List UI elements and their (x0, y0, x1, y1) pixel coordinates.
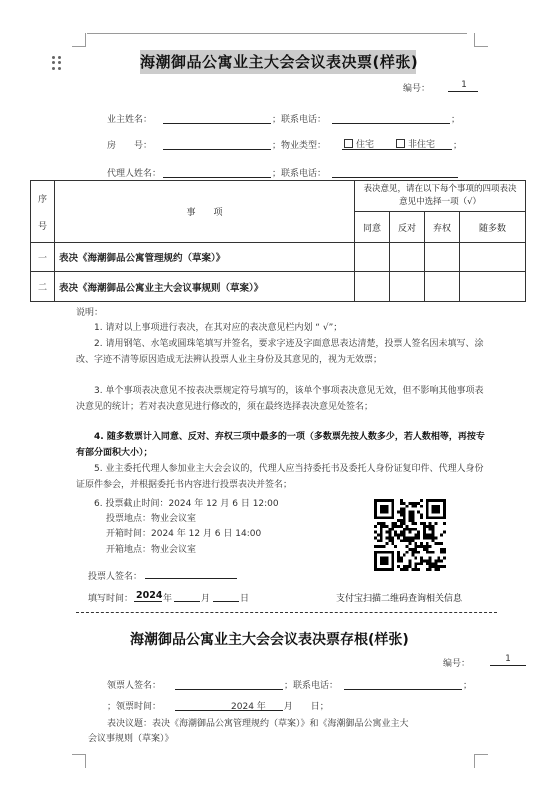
receiver-sign-field[interactable] (175, 689, 283, 690)
vote-cell-agree[interactable] (355, 243, 390, 272)
non-residential-checkbox[interactable] (396, 139, 405, 148)
cut-line (76, 612, 497, 613)
serial-label: 编号： (403, 84, 431, 94)
owner-row-end: ； (451, 115, 461, 125)
serial-value: 1 (461, 80, 467, 90)
room-field[interactable] (163, 149, 271, 150)
year-unit: 年 (163, 594, 173, 604)
drag-handle-icon[interactable] (52, 56, 62, 70)
stub-serial-underline (490, 665, 526, 666)
serial-underline (448, 91, 478, 92)
qr-code-icon[interactable] (374, 499, 446, 571)
row-item: 表决《海潮御品公寓业主大会议事规则（草案）》 (55, 272, 355, 302)
receive-time-field[interactable] (175, 710, 283, 711)
ballot-title: 海潮御品公寓业主大会会议表决票(样张) (140, 50, 416, 74)
crop-mark-top-left (72, 33, 86, 47)
fill-time-label: 填写时间： (88, 594, 134, 604)
agent-name-field[interactable] (163, 177, 271, 178)
stub-phone-field[interactable] (344, 689, 462, 690)
owner-phone-label: ；联系电话： (272, 115, 327, 125)
note-4: 4. 随多数票计入同意、反对、弃权三项中最多的一项（多数票先按人数多少，若人数相等，再按专有部分面积大小）； (76, 432, 485, 458)
option-majority: 随多数 (460, 212, 526, 243)
stub-serial-label: 编号： (443, 659, 471, 669)
row-seq: 一 (31, 243, 55, 272)
fill-day-field[interactable] (213, 601, 239, 602)
owner-phone-field[interactable] (332, 123, 450, 124)
notes-heading: 说明： (76, 308, 104, 318)
owner-name-label: 业主姓名： (107, 115, 153, 125)
crop-mark-bottom-right (474, 754, 488, 768)
note-5: 5. 业主委托代理人参加业主大会会议的，代理人应当持委托书及委托人身份证复印件、代理人身份证原件参会，并根据委托书内容进行投票表决并签名； (76, 464, 484, 490)
vote-table (30, 180, 526, 302)
vote-cell-abstain[interactable] (425, 243, 460, 272)
voter-sign-label: 投票人签名： (88, 572, 143, 582)
vote-place: 投票地点：物业会议室 (106, 514, 197, 524)
vote-cell-majority[interactable] (460, 272, 526, 302)
vote-cell-oppose[interactable] (390, 243, 425, 272)
qr-caption: 支付宝扫描二维码查询相关信息 (336, 594, 463, 604)
table-row (31, 243, 526, 272)
stub-phone-end: ； (463, 681, 473, 691)
day-unit: 日 (240, 594, 250, 604)
non-residential-option[interactable]: 非住宅 (396, 137, 435, 150)
fill-year-underline (134, 601, 162, 602)
vote-cell-abstain[interactable] (425, 272, 460, 302)
vote-cell-majority[interactable] (460, 243, 526, 272)
stub-phone-label: ；联系电话： (284, 681, 339, 691)
agenda-line-2: 会议事规则（草案）》 (88, 734, 174, 744)
note-6: 6. 投票截止时间：2024 年 12 月 6 日 12:00 (94, 499, 279, 509)
fill-time-year: 2024 (136, 590, 163, 601)
count-time: 开箱时间：2024 年 12 月 6 日 14:00 (106, 529, 262, 539)
room-row-end: ； (453, 141, 463, 151)
note-1: 1. 请对以上事项进行表决，在其对应的表决意见栏内划 “ √”； (94, 323, 343, 333)
stub-title: 海潮御品公寓业主大会会议表决票存根(样张) (130, 632, 409, 648)
table-row (31, 272, 526, 302)
vote-cell-agree[interactable] (355, 272, 390, 302)
receiver-sign-label: 领票人签名： (107, 681, 162, 691)
voter-sign-field[interactable] (145, 578, 237, 579)
crop-mark-bottom-left (72, 754, 86, 768)
residential-checkbox[interactable] (344, 139, 353, 148)
agent-phone-label: ；联系电话： (272, 169, 327, 179)
agent-phone-field[interactable] (332, 177, 458, 178)
property-type-underline (342, 149, 452, 150)
option-abstain: 弃权 (425, 212, 460, 243)
stub-serial-value: 1 (505, 654, 511, 664)
owner-name-field[interactable] (163, 123, 271, 124)
count-place: 开箱地点：物业会议室 (106, 545, 197, 555)
option-agree: 同意 (355, 212, 390, 243)
agent-name-label: 代理人姓名： (107, 169, 162, 179)
note-2: 2. 请用钢笔、水笔或圆珠笔填写并签名，要求字迹及字面意思表达清楚，投票人签名因未填写、涂改、字迹不清等原因造成无法辨认投票人业主身份及其意见的，视为无效票； (76, 339, 484, 365)
row-item: 表决《海潮御品公寓管理规约（草案）》 (55, 243, 355, 272)
room-label: 房 号： (107, 141, 153, 151)
crop-mark-top-right (474, 33, 488, 47)
header-opinion: 表决意见，请在以下每个事项的四项表决意见中选择一项（√） (355, 181, 526, 212)
vote-cell-oppose[interactable] (390, 272, 425, 302)
month-unit: 月 (201, 594, 211, 604)
header-item: 事 项 (55, 181, 355, 243)
property-type-label: ；物业类型： (272, 141, 327, 151)
row-seq: 二 (31, 272, 55, 302)
residential-option[interactable]: 住宅 (344, 137, 374, 150)
header-seq: 序 号 (31, 181, 55, 243)
note-3: 3. 单个事项表决意见不按表决票规定符号填写的，该单个事项表决意见无效，但不影响其他事项表决意见的统计；若对表决意见进行修改的，须在最终选择表决意见处签名； (76, 386, 484, 412)
fill-month-field[interactable] (174, 601, 200, 602)
page-top-border (87, 33, 467, 34)
option-oppose: 反对 (390, 212, 425, 243)
agenda-line-1: 表决议题：表决《海潮御品公寓管理规约（草案）》和《海潮御品公寓业主大 (107, 719, 409, 729)
receive-time-label: ；领票时间： 2024 年 月 日； (107, 702, 329, 712)
